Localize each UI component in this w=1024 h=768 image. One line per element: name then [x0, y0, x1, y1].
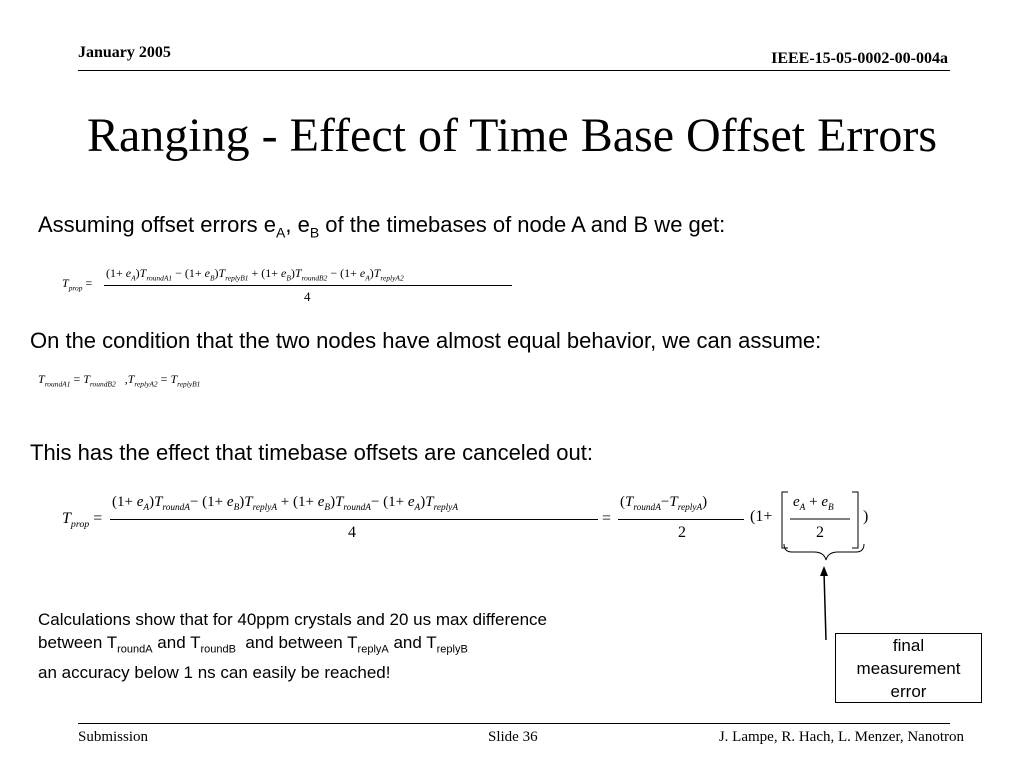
eq1-numerator: $(1+ e_A)T_{roundA1} - (1+ e_B)T_{replyB1} + (1+ e_B)T_{roundB2} - (1+ e_A)T_{replyA2}$: [106, 266, 404, 283]
eq3-fraction-bar: [110, 519, 598, 520]
eq3-numerator: $(1+ e_A)T_{roundA}- (1+ e_B)T_{replyA} + (1+ e_B)T_{roundA}- (1+ e_A)T_{replyA}$: [112, 494, 459, 513]
equation-1: [62, 258, 522, 308]
intro-text: Assuming offset errors $e_A$, $e_B$ of the timebases of node A and B we get:: [38, 212, 726, 241]
eq3-mid-denominator: 2: [678, 524, 686, 541]
footer-authors: J. Lampe, R. Hach, L. Menzer, Nanotron: [718, 729, 964, 745]
eq3-equals: =: [602, 510, 612, 527]
eq1-lhs: $T_{prop}$ =: [62, 276, 93, 293]
footer-rule: [78, 723, 950, 724]
slide-title: Ranging - Effect of Time Base Offset Errors: [86, 109, 938, 162]
eq3-mid-bar: [618, 519, 744, 520]
footer-slide-number: Slide 36: [488, 729, 538, 745]
condition-text: On the condition that the two nodes have almost equal behavior, we can assume:: [30, 328, 822, 353]
eq3-mid-numerator: $(T_{roundA}-T_{replyA})$: [620, 494, 708, 513]
final-measurement-error-box: final measurement error: [835, 633, 982, 703]
equation-3: [62, 488, 882, 558]
header-date: January 2005: [78, 44, 171, 61]
eq3-close-paren: ): [863, 508, 869, 525]
header-doc-id: IEEE-15-05-0002-00-004a: [771, 50, 948, 67]
header-rule: [78, 70, 950, 71]
eq3-bracket-denominator: 2: [816, 524, 824, 541]
eq3-denominator: 4: [348, 524, 356, 541]
calculations-text: Calculations show that for 40ppm crystals and 20 us max difference between $T_{roundA}$ and $T_{roundB}$ and between $T_{replyA}$ and $T_{replyB}$ an accuracy below 1 ns can easily be reached!: [38, 610, 548, 683]
effect-text: This has the effect that timebase offsets are canceled out:: [30, 440, 593, 465]
equation-2: $T_{roundA1} = T_{roundB2}$ $,T_{replyA2} = T_{replyB1}$: [38, 372, 201, 389]
eq1-denominator: 4: [304, 289, 311, 304]
eq1-fraction-bar: [104, 285, 512, 286]
eq3-bracket-numerator: $e_A + e_B$: [793, 494, 834, 513]
eq3-lhs: $T_{prop}$ =: [62, 510, 103, 531]
eq3-one-plus: (1+: [750, 508, 773, 525]
footer-submission: Submission: [78, 729, 149, 745]
